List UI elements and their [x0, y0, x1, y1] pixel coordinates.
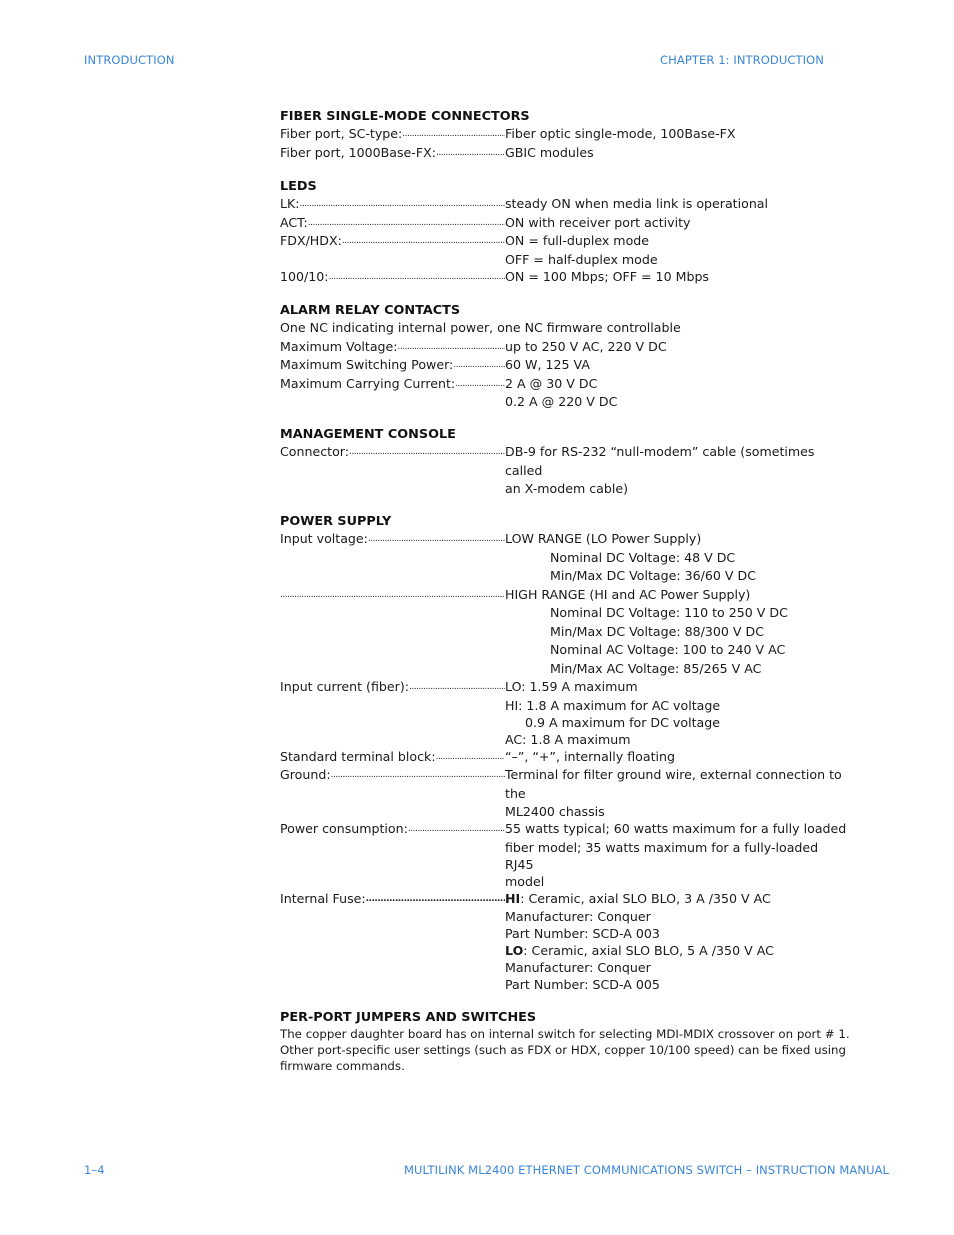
spec-row: [280, 125, 850, 144]
spec-row: [280, 338, 850, 357]
spec-value: LO: Ceramic, axial SLO BLO, 5 A /350 V AC: [505, 943, 774, 958]
spec-value: model: [505, 873, 545, 889]
spec-value: OFF = half-duplex mode: [505, 251, 658, 267]
spec-label: Fiber port, 1000Base-FX:: [280, 144, 436, 160]
spec-label: Maximum Switching Power:: [280, 357, 454, 372]
spec-label: Standard terminal block:: [280, 748, 436, 764]
spec-row: [280, 530, 850, 586]
spec-value: steady ON when media link is operational: [505, 196, 769, 211]
spec-value: Min/Max AC Voltage: 85/265 V AC: [550, 660, 762, 676]
spec-value: ON = full-duplex mode: [505, 233, 650, 248]
spec-value: AC: 1.8 A maximum: [505, 731, 631, 747]
spec-value: LOW RANGE (LO Power Supply): [505, 531, 702, 546]
spec-value: HI: 1.8 A maximum for AC voltage: [505, 697, 721, 713]
spec-value: an X-modem cable): [505, 481, 629, 496]
spec-value: Manufacturer: Conquer: [505, 909, 651, 924]
spec-value: ML2400 chassis: [505, 804, 605, 819]
spec-label: Fiber port, SC-type:: [280, 126, 403, 141]
footer-manual-title: MULTILINK ML2400 ETHERNET COMMUNICATIONS SWITCH – INSTRUCTION MANUAL: [404, 1163, 890, 1177]
spec-value: fiber model; 35 watts maximum for a fully-loaded RJ45: [505, 839, 819, 872]
spec-value: Nominal DC Voltage: 48 V DC: [550, 549, 736, 565]
spec-value: 2 A @ 30 V DC: [505, 375, 598, 391]
spec-value: up to 250 V AC, 220 V DC: [505, 338, 667, 354]
spec-value: Min/Max DC Voltage: 88/300 V DC: [550, 623, 765, 639]
spec-value: Terminal for filter ground wire, external connection to the: [505, 767, 842, 801]
spec-label: FDX/HDX:: [280, 233, 342, 248]
spec-label: Connector:: [280, 444, 349, 459]
spec-value: GBIC modules: [505, 144, 594, 160]
section-title: ALARM RELAY CONTACTS: [280, 303, 461, 318]
section-management-console: [280, 426, 850, 497]
spec-value: 0.9 A maximum for DC voltage: [525, 714, 720, 730]
spec-value: ON with receiver port activity: [505, 214, 691, 230]
spec-value: Fiber optic single-mode, 100Base-FX: [505, 126, 736, 141]
section-power-supply: [280, 513, 850, 993]
spec-value: HIGH RANGE (HI and AC Power Supply): [505, 586, 751, 602]
section-intro: One NC indicating internal power, one NC firmware controllable: [280, 320, 681, 335]
spec-row: [280, 195, 850, 214]
spec-value: DB-9 for RS-232 “null-modem” cable (sometimes called: [505, 444, 815, 478]
section-per-port-jumpers: [280, 1009, 850, 1074]
spec-value: Part Number: SCD-A 003: [505, 926, 660, 941]
spec-value: 0.2 A @ 220 V DC: [505, 394, 618, 409]
spec-label: Input current (fiber):: [280, 679, 409, 694]
spec-row: [280, 356, 850, 375]
spec-label: Maximum Voltage:: [280, 338, 398, 354]
spec-value: Nominal DC Voltage: 110 to 250 V DC: [550, 605, 788, 620]
header-section-title: INTRODUCTION: [84, 53, 175, 67]
section-title: POWER SUPPLY: [280, 514, 392, 529]
spec-row: [280, 214, 850, 233]
spec-value: Min/Max DC Voltage: 36/60 V DC: [550, 568, 757, 583]
spec-row: [280, 443, 850, 497]
spec-label: 100/10:: [280, 268, 329, 284]
section-alarm-relay: [280, 302, 850, 410]
spec-label: Ground:: [280, 767, 331, 782]
spec-value: 55 watts typical; 60 watts maximum for a fully loaded: [505, 821, 847, 836]
spec-row: [280, 820, 850, 890]
spec-label: Power consumption:: [280, 821, 408, 836]
spec-value: LO: 1.59 A maximum: [505, 679, 638, 694]
spec-row: [280, 586, 850, 679]
spec-row: [280, 268, 850, 287]
section-title: PER-PORT JUMPERS AND SWITCHES: [280, 1010, 537, 1025]
spec-value: 60 W, 125 VA: [505, 357, 590, 372]
spec-value: “–”, “+”, internally floating: [505, 748, 676, 764]
section-title: FIBER SINGLE-MODE CONNECTORS: [280, 109, 530, 124]
spec-value: HI: Ceramic, axial SLO BLO, 3 A /350 V AC: [505, 890, 771, 906]
spec-label: Input voltage:: [280, 531, 368, 546]
spec-value: Manufacturer: Conquer: [505, 960, 651, 975]
spec-label: LK:: [280, 196, 300, 211]
section-title: MANAGEMENT CONSOLE: [280, 427, 456, 442]
spec-value: Part Number: SCD-A 005: [505, 977, 660, 992]
spec-row: [280, 678, 850, 748]
spec-row: [280, 890, 850, 994]
spec-value: Nominal AC Voltage: 100 to 240 V AC: [550, 642, 786, 657]
spec-content: [280, 108, 850, 1090]
spec-row: [280, 748, 850, 767]
section-title: LEDS: [280, 179, 317, 194]
paragraph-line: firmware commands.: [280, 1059, 405, 1073]
spec-label: Internal Fuse:: [280, 890, 366, 906]
footer-page-number: 1–4: [84, 1163, 105, 1177]
paragraph-line: The copper daughter board has on internal switch for selecting MDI-MDIX crossover on port # 1.: [280, 1027, 850, 1041]
spec-row: [280, 766, 850, 820]
spec-row: [280, 232, 850, 268]
section-leds: [280, 178, 850, 286]
section-fiber-connectors: [280, 108, 850, 162]
spec-row: [280, 144, 850, 163]
spec-row: [280, 375, 850, 411]
spec-label: ACT:: [280, 214, 308, 230]
spec-value: ON = 100 Mbps; OFF = 10 Mbps: [505, 268, 709, 284]
spec-label: Maximum Carrying Current:: [280, 375, 456, 391]
header-chapter-title: CHAPTER 1: INTRODUCTION: [660, 53, 824, 67]
paragraph-line: Other port-specific user settings (such as FDX or HDX, copper 10/100 speed) can be fixed using: [280, 1043, 847, 1057]
